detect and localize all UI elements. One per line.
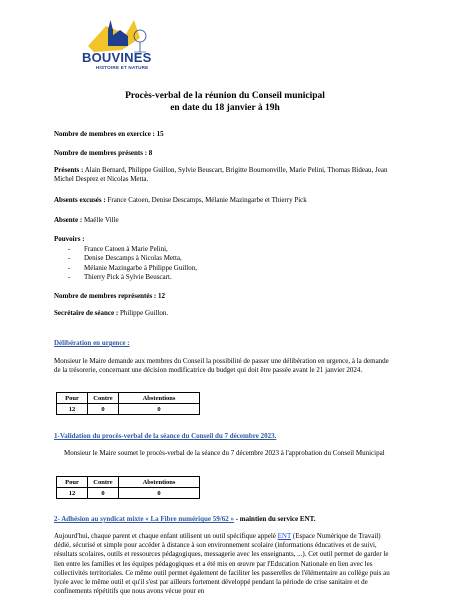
vote-table-urgence [56,392,200,415]
vote-value-row [57,488,200,499]
vote-header-row [57,393,200,404]
section1-text: Monsieur le Maire soumet le procès-verbal de la séance du 7 décembre 2023 à l'approbation du Conseil Municipal [64,449,385,457]
pouvoir-item: - France Catoen à Marie Pelini, [68,245,394,254]
vote-header-contre: Contre [88,477,119,488]
absente-text: Maëlle Ville [82,216,119,224]
section2-heading-link: 2- Adhésion au syndicat mixte « La Fibre numérique 59/62 » [54,515,234,523]
vote-value-row [57,404,200,415]
vote-abstentions: 0 [119,404,200,415]
section2-text-rest: (Espace Numérique de Travail) dédié, sécurisé et simple pour accéder à distance à son environnement scolaire (informations éducatives et de suivi, résultats scolaires, outils et ressources pédagogiques, messagerie avec les enseignants, ...). Cet outil permet de garder le lien entre les familles et les équipes pédagogiques et a été mis en œuvre par l'Education Nationale en lien avec les collectivités territoriales. Ce même outil permet également de faciliter les passerelles de l'élémentaire au collège puis au lycée avec le même outil et qu'il s'est par ailleurs fortement développé pendant la période de crise sanitaire et de confinements répétitifs que nous avons vécue pour en [54,532,390,596]
vote-contre: 0 [88,404,119,415]
pouvoirs-section [54,235,394,282]
section2-heading [54,515,394,524]
section1-heading: 1-Validation du procès-verbal de la séance du Conseil du 7 décembre 2023. [54,432,277,440]
ent-link[interactable]: ENT [277,532,292,540]
vote-abstentions: 0 [119,488,200,499]
section2-text [54,532,394,600]
pouvoir-item: - Denise Descamps à Nicolas Metta, [68,254,394,263]
section2-text-start: Aujourd'hui, chaque parent et chaque enfant utilisent un outil spécifique appelé [54,532,278,540]
secretaire-paragraph [54,309,394,318]
vote-header-row [57,477,200,488]
bouvines-logo [82,16,154,78]
vote-header-abstentions: Abstentions [119,393,200,404]
presents-label: Présents : [54,166,84,174]
vote-header-contre: Contre [88,393,119,404]
secretaire-label: Secrétaire de séance : [54,309,119,317]
excuses-paragraph [54,196,394,205]
excuses-label: Absents excusés : [54,196,106,204]
secretaire-text: Philippe Guillon. [118,309,169,317]
document-title-line2: en date du 18 janvier à 19h [170,103,280,113]
vote-header-pour: Pour [57,393,88,404]
vote-pour: 12 [57,488,88,499]
absente-label: Absente : [54,216,83,224]
pouvoirs-label: Pouvoirs : [54,235,85,243]
presents-text: Alain Bernard, Philippe Guillon, Sylvie Beuscart, Brigitte Bournonville, Marie Pelini, Thomas Bideau, Jean Michel Desprez et Nicolas Metta. [54,166,388,184]
excuses-text: France Catoen, Denise Descamps, Mélanie Mazingarbe et Thierry Pick [105,196,307,204]
section2-heading-rest: - maintien du service ENT. [233,515,316,523]
pouvoir-item: - Mélanie Mazingarbe à Philippe Guillon, [68,264,394,273]
vote-table-section1 [56,476,200,499]
logo-wordmark: BOUVINES [82,50,152,65]
document-title-line1: Procès-verbal de la réunion du Conseil municipal [125,91,325,101]
vote-header-pour: Pour [57,477,88,488]
members-representes: Nombre de membres représentés : 12 [54,292,166,300]
pouvoir-item: - Thierry Pick à Sylvie Beuscart. [68,273,394,282]
urgence-text: Monsieur le Maire demande aux membres du Conseil la possibilité de passer une délibération en urgence, à la demande de la trésorerie, concernant une décision modificatrice du budget qui doit être passée avant le 21 janvier 2024. [54,357,389,375]
members-presents: Nombre de membres présents : 8 [54,149,153,157]
presents-paragraph [54,166,394,184]
vote-header-abstentions: Abstentions [119,477,200,488]
vote-contre: 0 [88,488,119,499]
absente-paragraph [54,216,394,225]
logo-tagline: HISTOIRE ET NATURE [96,65,149,70]
members-exercice: Nombre de membres en exercice : 15 [54,130,164,138]
vote-pour: 12 [57,404,88,415]
urgence-heading: Délibération en urgence : [54,339,130,347]
